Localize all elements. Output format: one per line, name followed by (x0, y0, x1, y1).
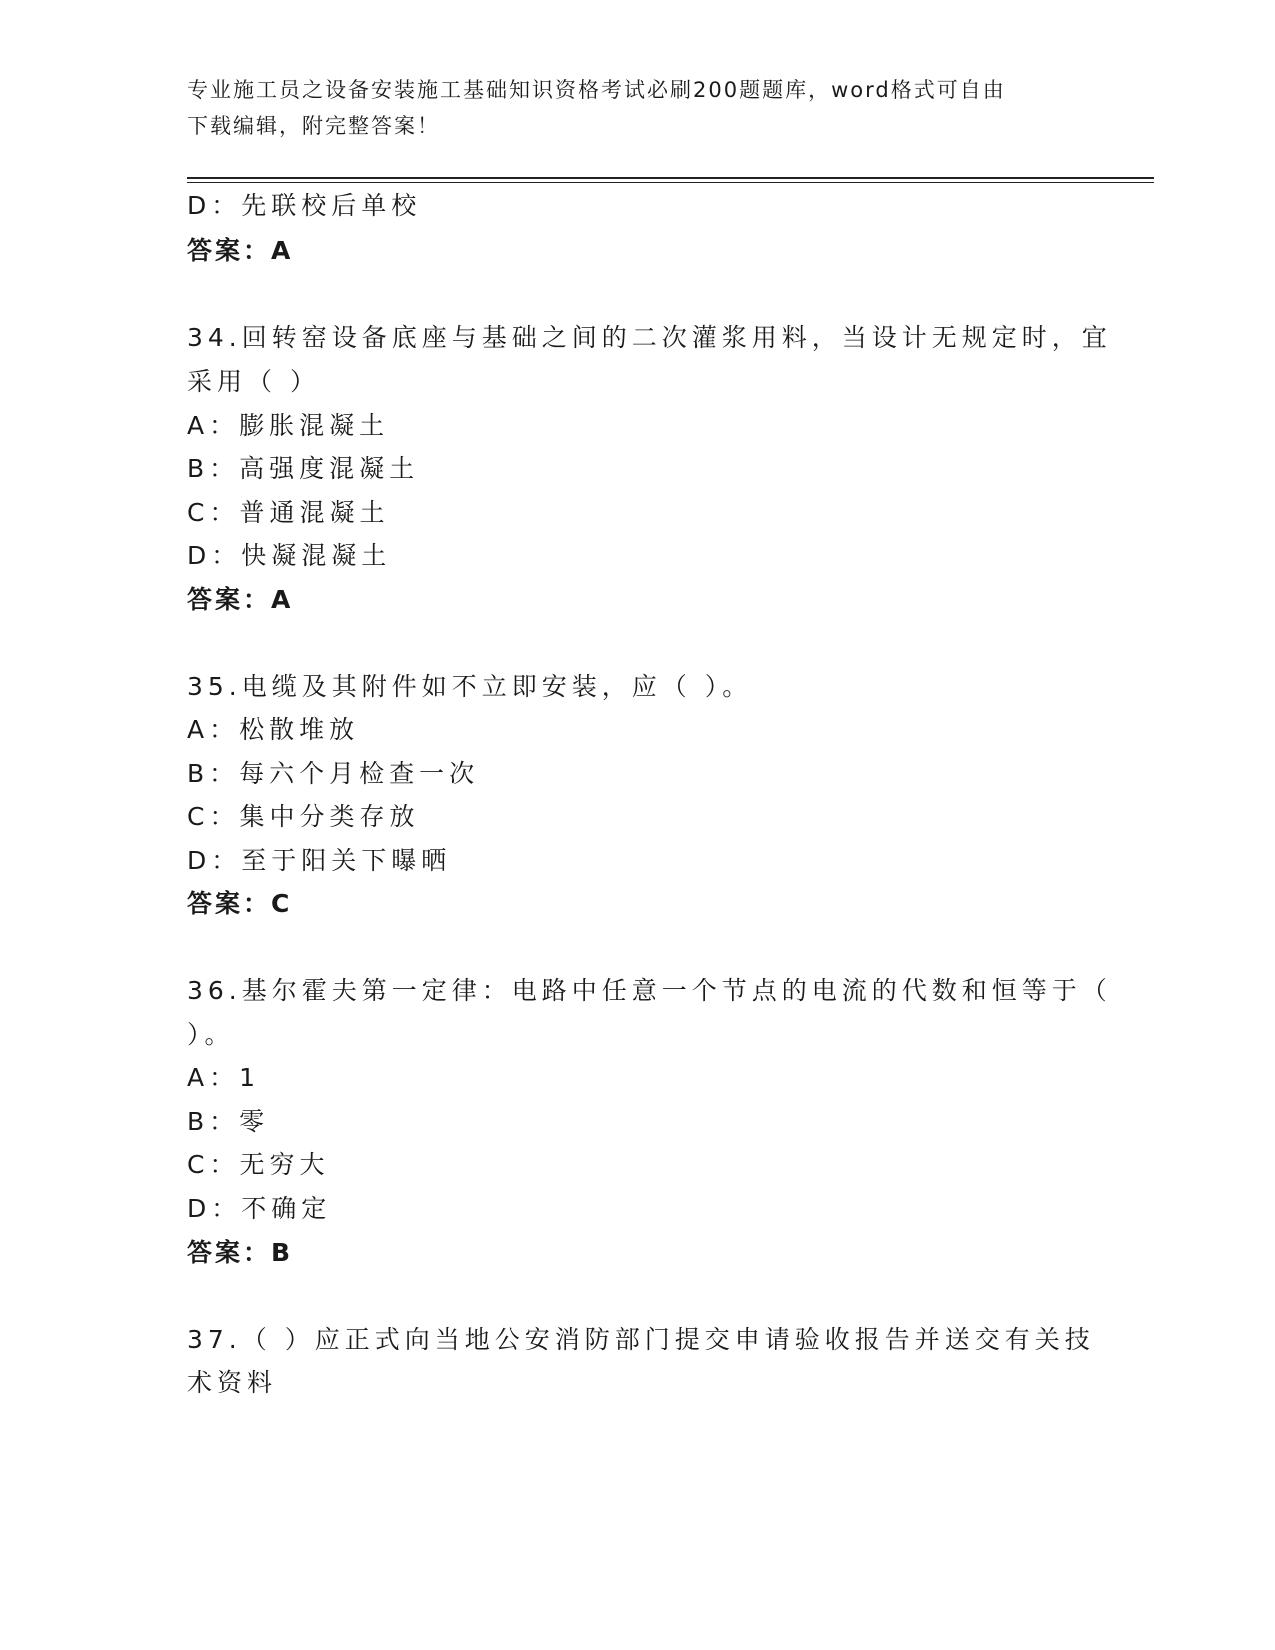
q34-stem-line-2: 采用（ ） (187, 367, 320, 396)
header-divider-thick (187, 177, 1154, 179)
q36-option-c: C：无穷大 (187, 1150, 330, 1179)
q34-option-c: C：普通混凝土 (187, 498, 390, 527)
header-divider-thin (187, 182, 1154, 183)
prev-option-d: D：先联校后单校 (187, 191, 422, 220)
q35-option-d: D：至于阳关下曝晒 (187, 846, 452, 875)
q34-option-b: B：高强度混凝土 (187, 454, 420, 483)
q34-stem-line-1: 34.回转窑设备底座与基础之间的二次灌浆用料，当设计无规定时，宜 (187, 323, 1112, 352)
q35-option-b: B：每六个月检查一次 (187, 759, 480, 788)
prev-answer: 答案：A (187, 236, 294, 265)
q37-stem-line-1: 37.（ ）应正式向当地公安消防部门提交申请验收报告并送交有关技 (187, 1325, 1095, 1354)
q34-answer: 答案：A (187, 585, 294, 614)
q35-option-a: A：松散堆放 (187, 715, 360, 744)
q36-stem-line-2: ）。 (187, 1020, 235, 1049)
q35-answer: 答案：C (187, 889, 293, 918)
document-header (187, 72, 1067, 144)
q34-option-a: A：膨胀混凝土 (187, 411, 390, 440)
q35-option-c: C：集中分类存放 (187, 802, 420, 831)
header-line-1: 专业施工员之设备安装施工基础知识资格考试必刷200题题库，word格式可自由 (187, 78, 1006, 102)
q36-option-d: D：不确定 (187, 1194, 332, 1223)
q34-option-d: D：快凝混凝土 (187, 541, 392, 570)
q36-answer: 答案：B (187, 1238, 294, 1267)
q36-option-a: A：1 (187, 1063, 261, 1092)
q36-stem-line-1: 36.基尔霍夫第一定律：电路中任意一个节点的电流的代数和恒等于（ (187, 976, 1112, 1005)
q37-stem-line-2: 术资料 (187, 1368, 278, 1397)
header-line-2: 下载编辑，附完整答案！ (187, 114, 440, 138)
q35-stem-line-1: 35.电缆及其附件如不立即安装，应（ ）。 (187, 672, 753, 701)
q36-option-b: B：零 (187, 1107, 270, 1136)
